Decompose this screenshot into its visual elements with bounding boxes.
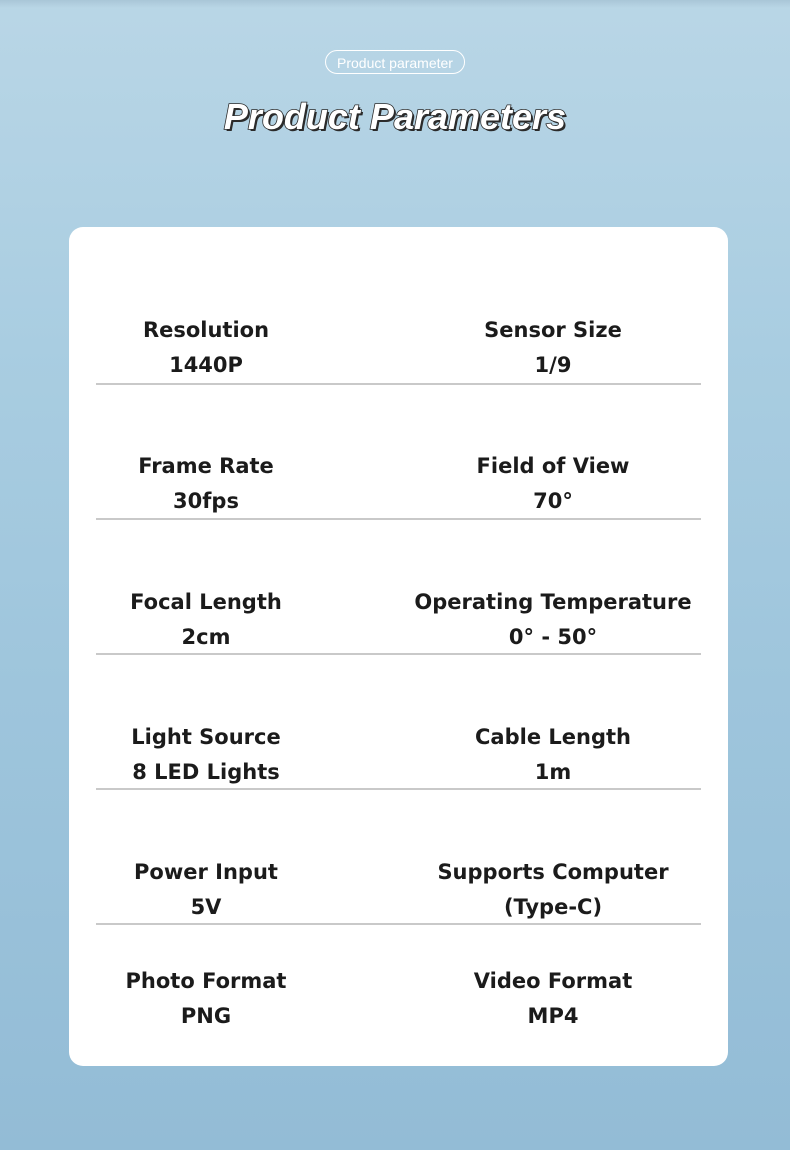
param-value: 5V [190, 895, 222, 919]
param-row [96, 313, 701, 393]
param-cell-left [96, 585, 316, 655]
param-value: MP4 [527, 1004, 579, 1028]
param-value: 1440P [169, 353, 243, 377]
param-cell-left [96, 313, 316, 383]
param-label: Resolution [142, 318, 270, 342]
param-label: Photo Format [125, 969, 287, 993]
param-value: 0° - 50° [508, 625, 598, 649]
row-divider [96, 383, 701, 385]
param-value: 30fps [173, 489, 239, 513]
param-label: Frame Rate [138, 454, 274, 478]
param-cell-right [368, 313, 738, 383]
parameters-card [69, 227, 728, 1066]
param-cell-right [368, 585, 738, 655]
param-value: 8 LED Lights [132, 760, 280, 784]
page-title: Product Parameters [223, 96, 567, 137]
param-cell-left [96, 449, 316, 519]
param-label: Supports Computer [437, 860, 669, 884]
param-cell-left [96, 964, 316, 1034]
param-row [96, 449, 701, 529]
param-cell-right [368, 449, 738, 519]
param-value: PNG [180, 1004, 232, 1028]
param-row [96, 964, 701, 1044]
param-value: (Type-C) [503, 895, 603, 919]
param-cell-left [96, 720, 316, 790]
param-value: 70° [533, 489, 573, 513]
param-cell-right [368, 964, 738, 1034]
param-label: Focal Length [130, 590, 282, 614]
param-label: Cable Length [475, 725, 631, 749]
param-value: 2cm [181, 625, 231, 649]
param-label: Field of View [476, 454, 630, 478]
param-cell-right [368, 855, 738, 925]
param-label: Power Input [134, 860, 278, 884]
param-cell-right [368, 720, 738, 790]
row-divider [96, 653, 701, 655]
row-divider [96, 788, 701, 790]
top-shade [0, 0, 790, 8]
param-label: Sensor Size [484, 318, 622, 342]
row-divider [96, 518, 701, 520]
param-label: Light Source [131, 725, 281, 749]
row-divider [96, 923, 701, 925]
param-label: Video Format [473, 969, 633, 993]
param-value: 1/9 [534, 353, 572, 377]
param-label: Operating Temperature [414, 590, 692, 614]
param-cell-left [96, 855, 316, 925]
param-value: 1m [534, 760, 572, 784]
section-pill: Product parameter [325, 50, 465, 74]
